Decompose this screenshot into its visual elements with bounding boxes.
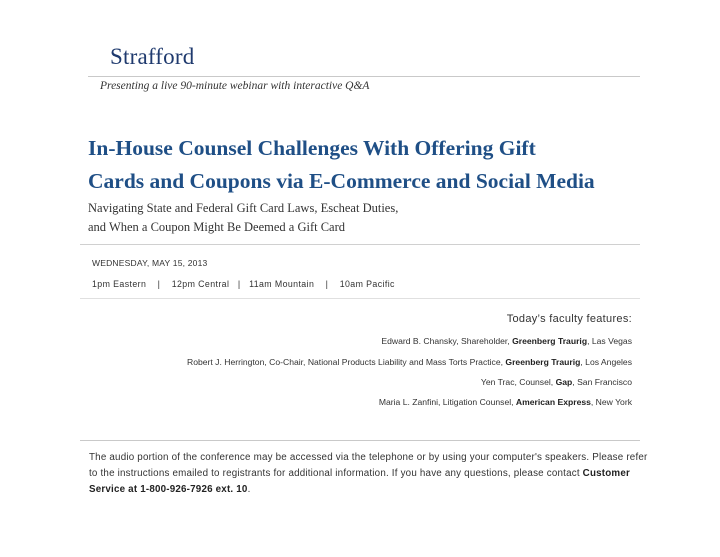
faculty-org: American Express bbox=[515, 397, 591, 407]
faculty-location: , Los Angeles bbox=[580, 357, 632, 367]
title-line-2: Cards and Coupons via E-Commerce and Social Media bbox=[88, 169, 595, 193]
customer-service-contact: Customer Service at 1-800-926-7926 ext. 10 bbox=[89, 468, 630, 495]
section-divider-2 bbox=[80, 298, 640, 299]
faculty-org: Greenberg Traurig bbox=[505, 357, 581, 367]
faculty-location: , San Francisco bbox=[572, 377, 632, 387]
audio-instructions bbox=[89, 450, 649, 498]
header-divider bbox=[88, 76, 640, 77]
audio-text: The audio portion of the conference may be accessed via the telephone or by using your computer's speakers. Please refer to the instructions emailed to registrants for additional information. If you have any questions, please contact bbox=[89, 452, 648, 479]
audio-end: . bbox=[247, 484, 251, 495]
faculty-member bbox=[187, 357, 632, 367]
faculty-name-title: Robert J. Herrington, Co-Chair, National Products Liability and Mass Torts Practice, bbox=[186, 357, 506, 367]
faculty-name-title: Yen Trac, Counsel, bbox=[480, 377, 556, 387]
faculty-location: , New York bbox=[590, 397, 632, 407]
section-divider bbox=[80, 244, 640, 245]
subtitle-line-2: and When a Coupon Might Be Deemed a Gift Card bbox=[88, 220, 346, 234]
strafford-logo: Strafford bbox=[110, 44, 195, 69]
faculty-org: Greenberg Traurig bbox=[512, 336, 588, 346]
faculty-org: Gap bbox=[555, 377, 573, 387]
faculty-member bbox=[481, 377, 632, 387]
footer-divider bbox=[80, 440, 640, 441]
faculty-heading: Today’s faculty features: bbox=[506, 313, 632, 325]
webinar-times: 1pm Eastern | 12pm Central | 11am Mountain | 10am Pacific bbox=[92, 279, 395, 289]
faculty-name-title: Edward B. Chansky, Shareholder, bbox=[381, 336, 513, 346]
webinar-title bbox=[88, 132, 708, 198]
faculty-member bbox=[381, 336, 632, 346]
tagline: Presenting a live 90-minute webinar with interactive Q&A bbox=[100, 80, 370, 92]
faculty-member bbox=[379, 397, 632, 407]
webinar-subtitle bbox=[88, 199, 648, 237]
subtitle-line-1: Navigating State and Federal Gift Card Laws, Escheat Duties, bbox=[88, 201, 399, 215]
webinar-date: WEDNESDAY, MAY 15, 2013 bbox=[92, 258, 208, 268]
faculty-location: , Las Vegas bbox=[587, 336, 632, 346]
title-line-1: In-House Counsel Challenges With Offering Gift bbox=[88, 136, 536, 160]
faculty-name-title: Maria L. Zanfini, Litigation Counsel, bbox=[378, 397, 516, 407]
